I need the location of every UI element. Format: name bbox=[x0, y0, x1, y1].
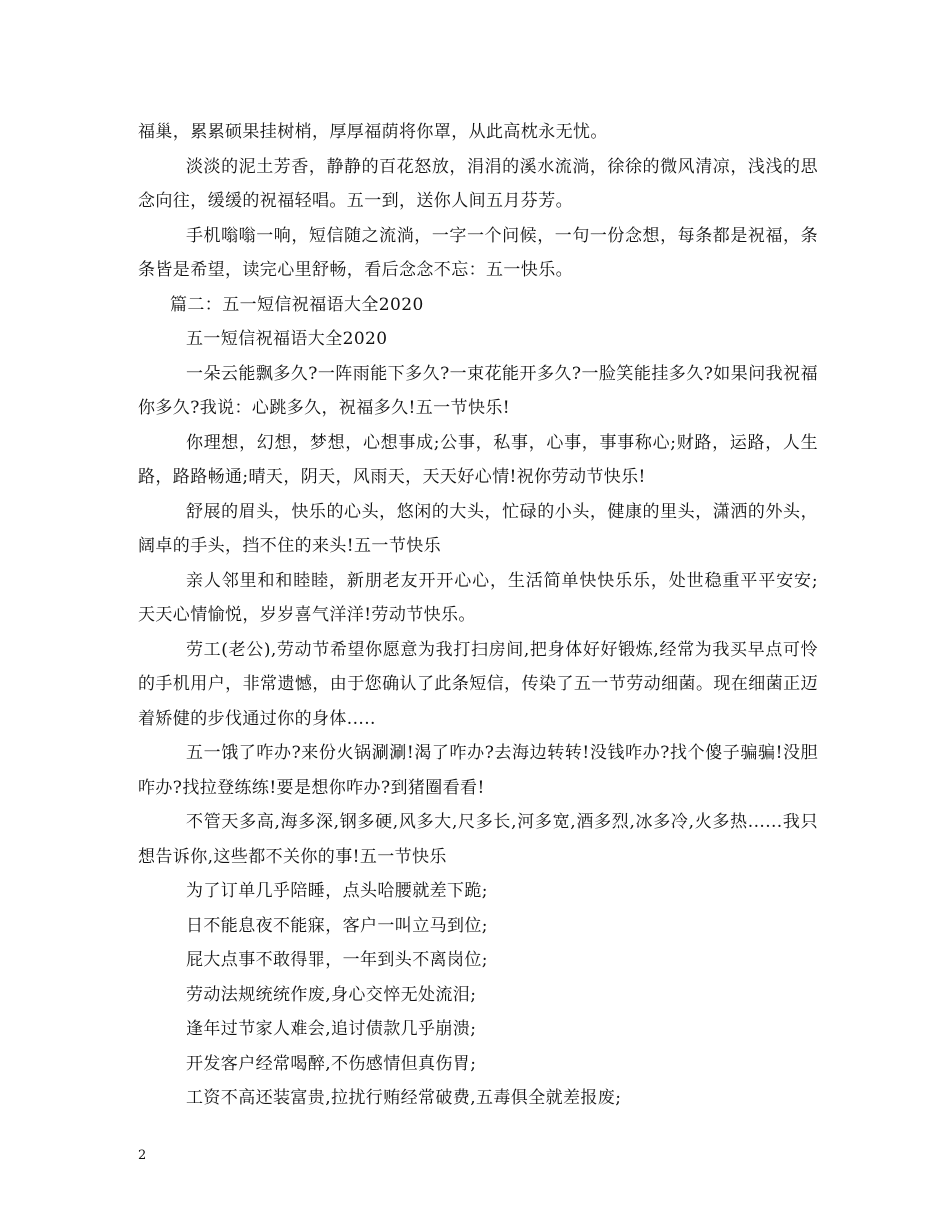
paragraph: 日不能息夜不能寐，客户一叫立马到位; bbox=[186, 915, 488, 936]
paragraph: 工资不高还装富贵,拉扰行贿经常破费,五毒俱全就差报废; bbox=[186, 1088, 622, 1108]
paragraph: 手机嗡嗡一响，短信随之流淌，一字一个问候，一句一份念想，每条都是祝福，条条皆是希望，读完心里舒畅，看后念念不忘：五一快乐。 bbox=[138, 225, 818, 280]
paragraph: 舒展的眉头，快乐的心头，悠闲的大头，忙碌的小头，健康的里头，潇洒的外头，阔卓的手头，挡不住的来头!五一节快乐 bbox=[138, 501, 818, 556]
paragraph: 篇二：五一短信祝福语大全2020 bbox=[170, 294, 424, 315]
paragraph: 五一饿了咋办?来份火锅涮涮!渴了咋办?去海边转转!没钱咋办?找个傻子骗骗!没胆咋办?找拉登练练!要是想你咋办?到猪圈看看! bbox=[138, 743, 818, 798]
page-number: 2 bbox=[138, 1148, 147, 1163]
paragraph: 为了订单几乎陪睡，点头哈腰就差下跪; bbox=[186, 881, 488, 901]
paragraph: 五一短信祝福语大全2020 bbox=[186, 329, 388, 349]
paragraph: 劳动法规统统作废,身心交悴无处流泪; bbox=[186, 984, 477, 1005]
paragraph: 不管天多高,海多深,钢多硬,风多大,尺多长,河多宽,酒多烈,冰多冷,火多热......我只想告诉你,这些都不关你的事!五一节快乐 bbox=[138, 812, 818, 867]
document-body bbox=[138, 115, 818, 1116]
paragraph: 劳工(老公),劳动节希望你愿意为我打扫房间,把身体好好锻炼,经常为我买早点可怜的手机用户，非常遗憾，由于您确认了此条短信，传染了五一节劳动细菌。现在细菌正迈着矫健的步伐通过你的身体..... bbox=[138, 639, 818, 729]
paragraph: 逢年过节家人难会,追讨债款几乎崩溃; bbox=[186, 1019, 477, 1039]
paragraph: 开发客户经常喝醉,不伤感情但真伤胃; bbox=[186, 1053, 477, 1074]
paragraph: 亲人邻里和和睦睦，新朋老友开开心心，生活简单快快乐乐，处世稳重平平安安;天天心情愉悦，岁岁喜气洋洋!劳动节快乐。 bbox=[138, 570, 818, 625]
paragraph: 屁大点事不敢得罪，一年到头不离岗位; bbox=[186, 950, 488, 970]
paragraph: 福巢，累累硕果挂树梢，厚厚福荫将你罩，从此高枕永无忧。 bbox=[138, 122, 608, 142]
paragraph: 淡淡的泥土芳香，静静的百花怒放，涓涓的溪水流淌，徐徐的微风清凉，浅浅的思念向往，缓缓的祝福轻唱。五一到，送你人间五月芬芳。 bbox=[138, 156, 818, 211]
paragraph: 你理想，幻想，梦想，心想事成;公事，私事，心事，事事称心;财路，运路，人生路，路路畅通;晴天，阴天，风雨天，天天好心情!祝你劳动节快乐! bbox=[138, 432, 818, 487]
paragraph: 一朵云能飘多久?一阵雨能下多久?一束花能开多久?一脸笑能挂多久?如果问我祝福你多久?我说：心跳多久，祝福多久!五一节快乐! bbox=[138, 363, 818, 418]
